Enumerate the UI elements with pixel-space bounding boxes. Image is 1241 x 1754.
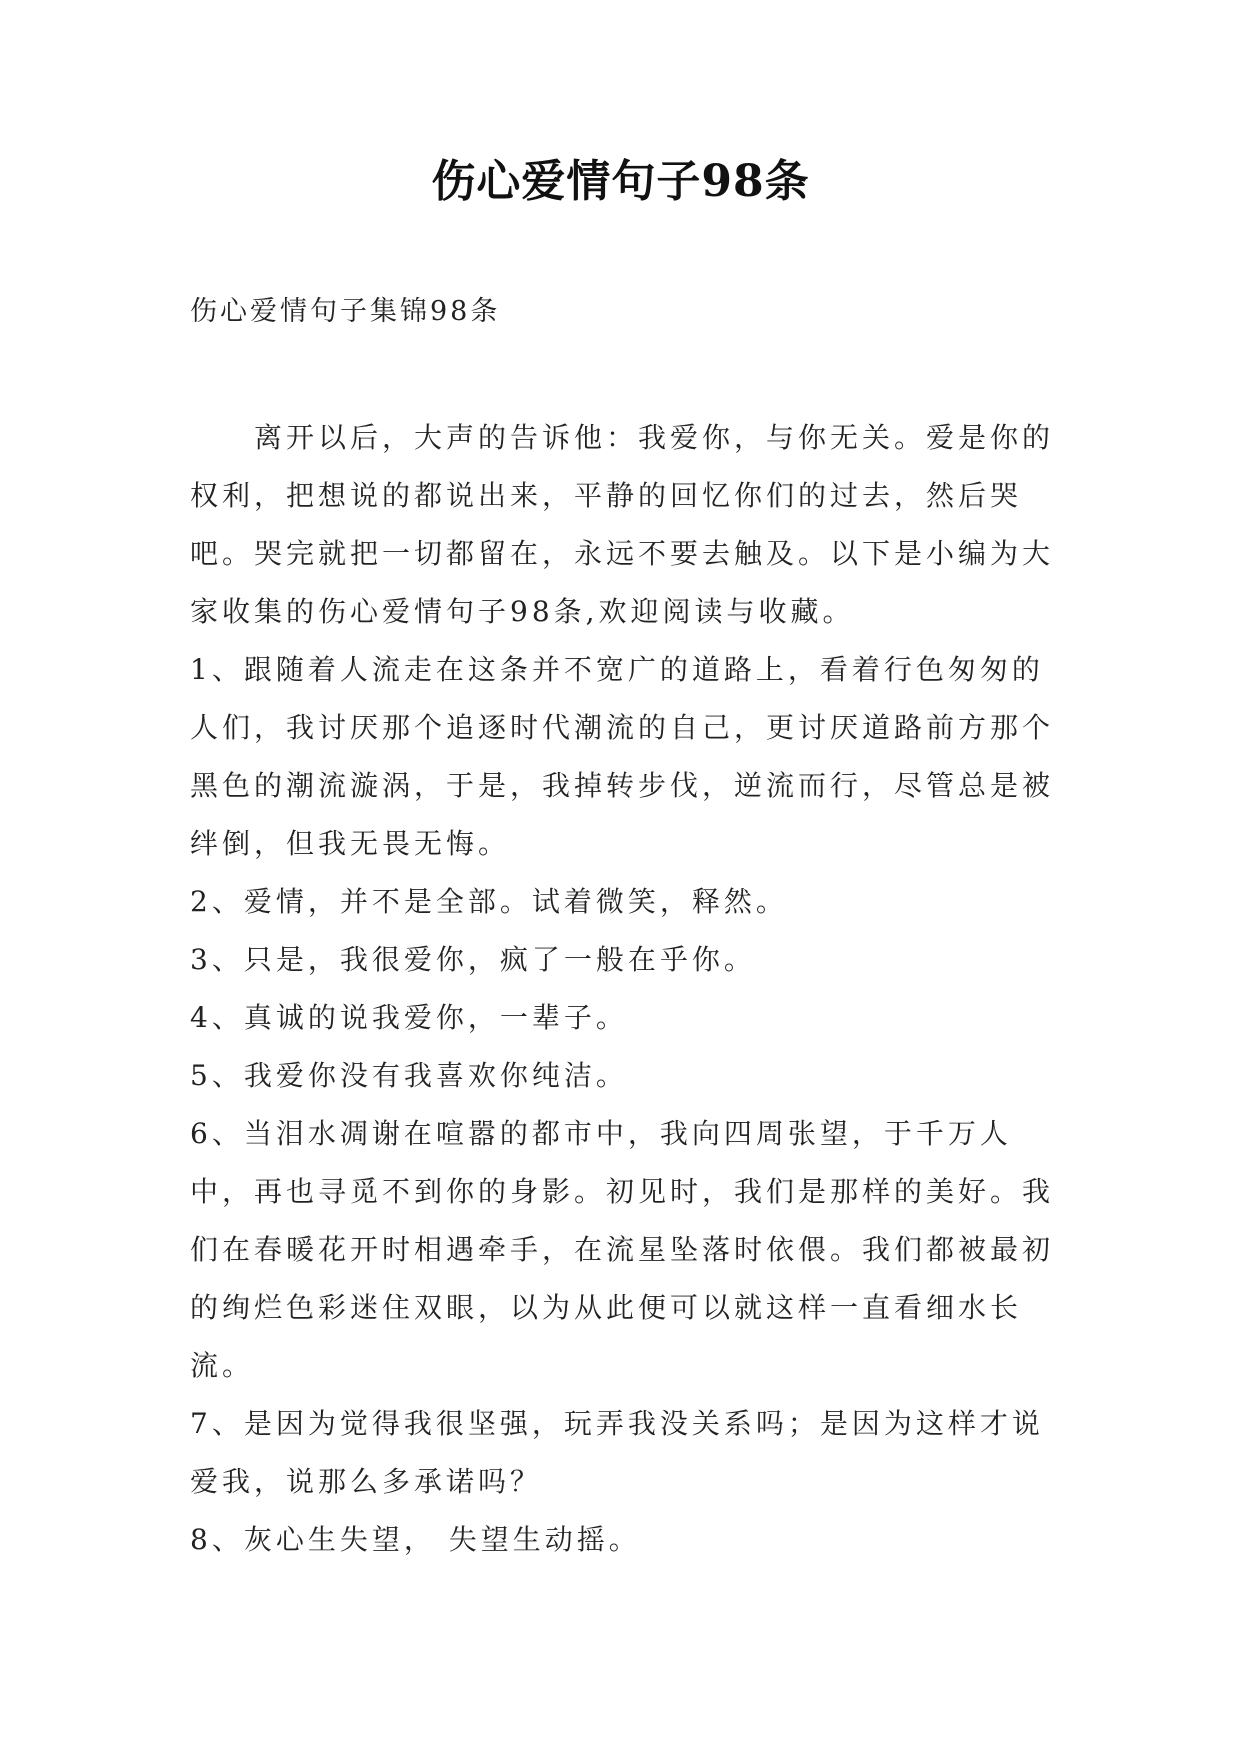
list-item: 8、灰心生失望， 失望生动摇。 <box>190 1523 641 1556</box>
document-title: 伤心爱情句子98条 <box>431 156 810 207</box>
list-item: 6、当泪水凋谢在喧嚣的都市中，我向四周张望，于千万人中，再也寻觅不到你的身影。初见时，我们是那样的美好。我们在春暖花开时相遇牵手，在流星坠落时依偎。我们都被最初的绚烂色彩迷住双眼，以为从此便可以就这样一直看细水长流。 <box>190 1117 1055 1382</box>
list-item: 5、我爱你没有我喜欢你纯洁。 <box>190 1059 628 1092</box>
list-item: 7、是因为觉得我很坚强，玩弄我没关系吗；是因为这样才说爱我，说那么多承诺吗？ <box>190 1407 1044 1498</box>
document-body <box>190 409 1070 1569</box>
list-item: 2、爱情，并不是全部。试着微笑，释然。 <box>190 885 788 918</box>
list-item: 4、真诚的说我爱你，一辈子。 <box>190 1001 628 1034</box>
list-item: 1、跟随着人流走在这条并不宽广的道路上，看着行色匆匆的人们，我讨厌那个追逐时代潮流的自己，更讨厌道路前方那个黑色的潮流漩涡，于是，我掉转步伐，逆流而行，尽管总是被绊倒，但我无畏无悔。 <box>190 653 1055 860</box>
document-subtitle: 伤心爱情句子集锦98条 <box>190 296 501 327</box>
intro-paragraph: 离开以后，大声的告诉他：我爱你，与你无关。爱是你的权利，把想说的都说出来，平静的回忆你们的过去，然后哭吧。哭完就把一切都留在，永远不要去触及。以下是小编为大家收集的伤心爱情句子98条,欢迎阅读与收藏。 <box>190 421 1055 628</box>
list-item: 3、只是，我很爱你，疯了一般在乎你。 <box>190 943 756 976</box>
